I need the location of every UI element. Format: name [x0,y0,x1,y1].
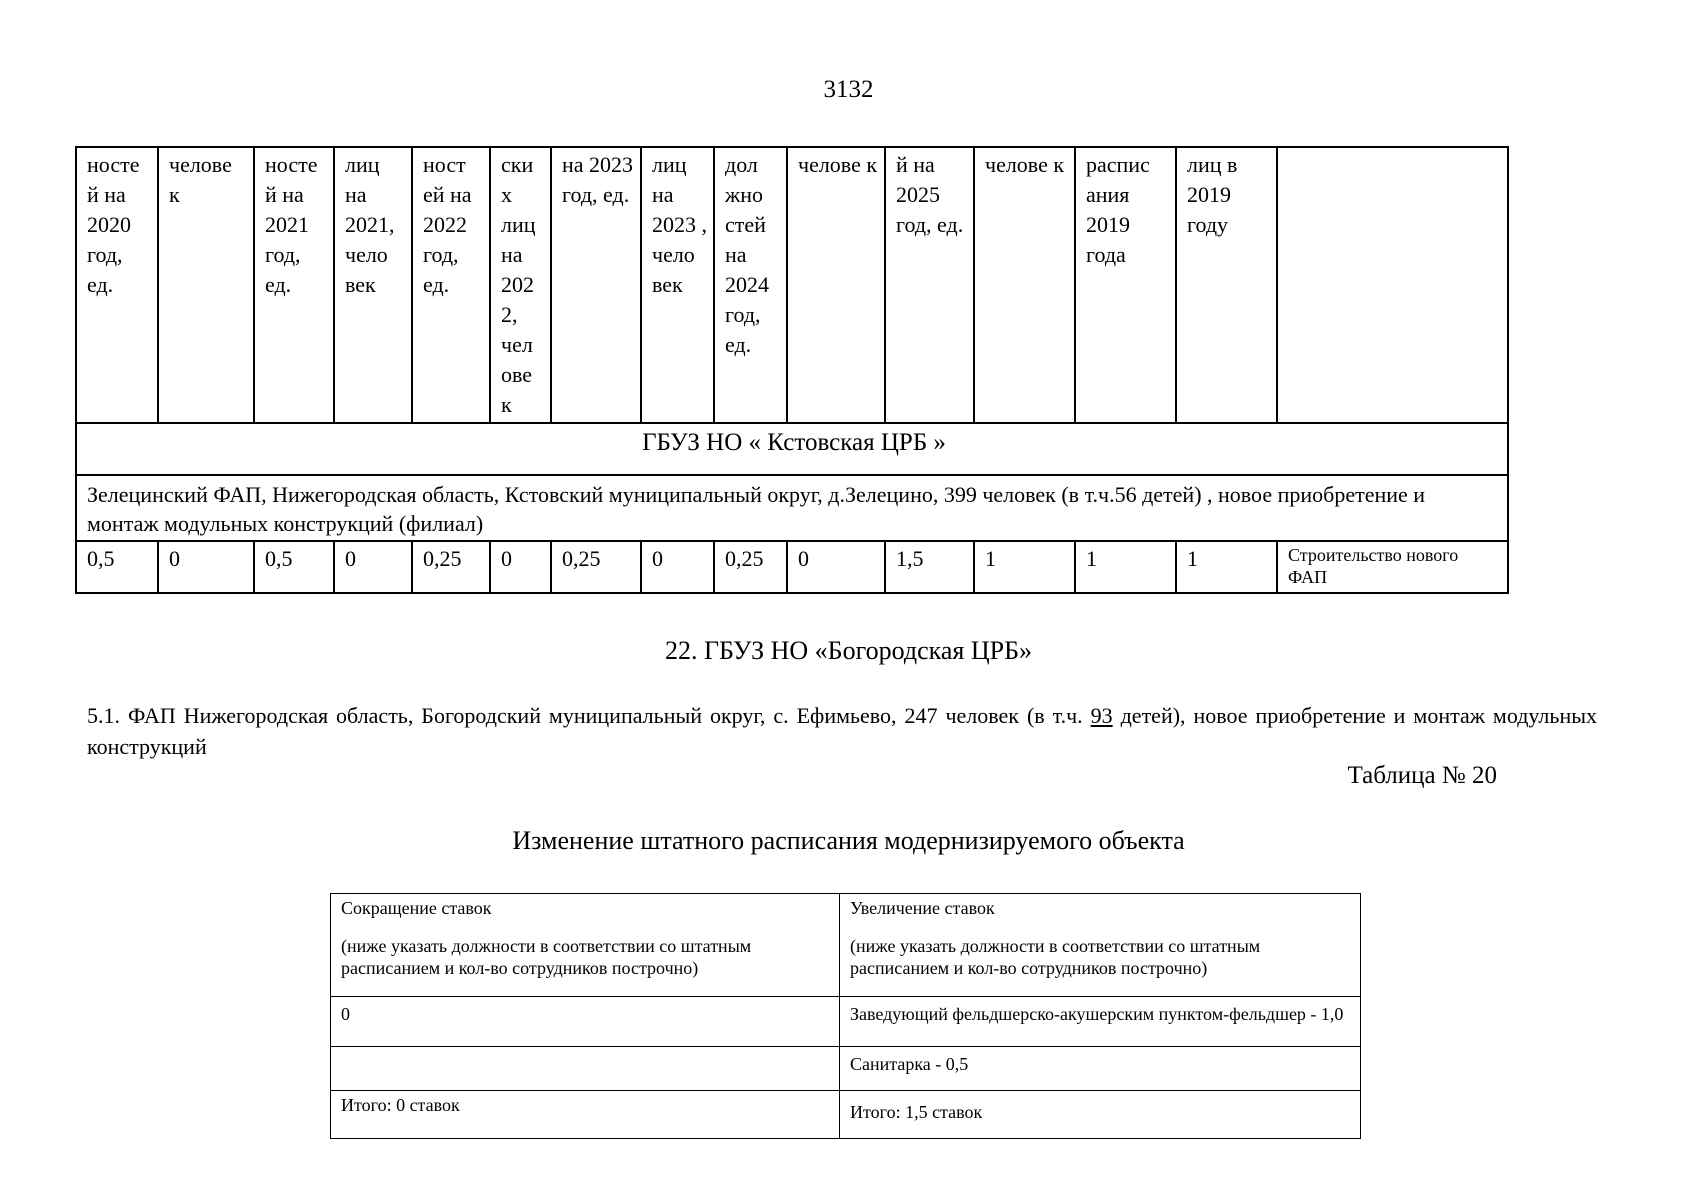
facility-paragraph [87,700,1597,762]
page-number: 3132 [823,76,874,103]
increase-cell: Заведующий фельдшерско-акушерским пунктом-фельдшер - 1,0 [840,997,1361,1047]
staff-row [331,1047,1361,1091]
header-cell: лиц в 2019 году [1176,147,1277,423]
header-cell: лиц на 2021, чело век [334,147,412,423]
value-cell: 1 [1176,541,1277,593]
value-cell: 0 [334,541,412,593]
header-cell: носте й на 2020 год, ед. [76,147,158,423]
value-cell: 1,5 [885,541,974,593]
value-cell: 0,5 [254,541,334,593]
note-cell: Строительство нового ФАП [1277,541,1508,593]
header-cell: челове к [787,147,885,423]
increase-instruction: (ниже указать должности в соответствии со штатным расписанием и кол-во сотрудников построчно) [850,936,1261,978]
value-cell: 0 [641,541,714,593]
facility-description: Зелецинский ФАП, Нижегородская область, Кстовский муниципальный округ, д.Зелецино, 399 человек (в т.ч.56 детей) , новое приобретение и монтаж модульных конструкций (филиал) [76,475,1508,541]
increase-total: Итого: 1,5 ставок [840,1091,1361,1139]
increase-cell: Санитарка - 0,5 [840,1047,1361,1091]
value-cell: 0,25 [412,541,490,593]
reduction-cell: 0 [331,997,840,1047]
reduction-cell [331,1047,840,1091]
paragraph-text-start: 5.1. ФАП Нижегородская область, Богородский муниципальный округ, с. Ефимьево, 247 человек (в т.ч. [87,703,1091,728]
staffing-positions-table [75,146,1509,594]
staff-total-row [331,1091,1361,1139]
increase-header [840,894,1361,997]
header-cell: ски х лиц на 202 2, чел ове к [490,147,551,423]
staff-header-row [331,894,1361,997]
value-cell: 1 [974,541,1075,593]
header-cell: й на 2025 год, ед. [885,147,974,423]
values-row [76,541,1508,593]
header-cell: распис ания 2019 года [1075,147,1176,423]
reduction-title: Сокращение ставок [341,898,492,918]
value-cell: 1 [1075,541,1176,593]
reduction-total: Итого: 0 ставок [331,1091,840,1139]
facility-row [76,475,1508,541]
header-cell: на 2023 год, ед. [551,147,641,423]
header-cell: челове к [974,147,1075,423]
paragraph-text-end: детей), новое приобретение и монтаж модульных конструкций [87,703,1598,759]
organization-row [76,423,1508,475]
header-cell: ност ей на 2022 год, ед. [412,147,490,423]
value-cell: 0,25 [714,541,787,593]
value-cell: 0 [490,541,551,593]
header-cell: челове к [158,147,254,423]
paragraph-children-count: 93 [1090,703,1113,728]
table-number-label: Таблица № 20 [1347,762,1497,789]
header-cell [1277,147,1508,423]
increase-title: Увеличение ставок [850,898,995,918]
table-caption: Изменение штатного расписания модернизируемого объекта [512,826,1185,855]
header-cell: лиц на 2023 , чело век [641,147,714,423]
staffing-change-table [330,893,1361,1139]
header-cell: дол жно стей на 2024 год, ед. [714,147,787,423]
value-cell: 0 [787,541,885,593]
section-title: 22. ГБУЗ НО «Богородская ЦРБ» [664,636,1033,665]
reduction-instruction: (ниже указать должности в соответствии со штатным расписанием и кол-во сотрудников построчно) [341,936,752,978]
header-cell: носте й на 2021 год, ед. [254,147,334,423]
staff-row [331,997,1361,1047]
value-cell: 0 [158,541,254,593]
table-header-row [76,147,1508,423]
value-cell: 0,5 [76,541,158,593]
reduction-header [331,894,840,997]
value-cell: 0,25 [551,541,641,593]
organization-name: ГБУЗ НО « Кстовская ЦРБ » [76,423,1508,475]
